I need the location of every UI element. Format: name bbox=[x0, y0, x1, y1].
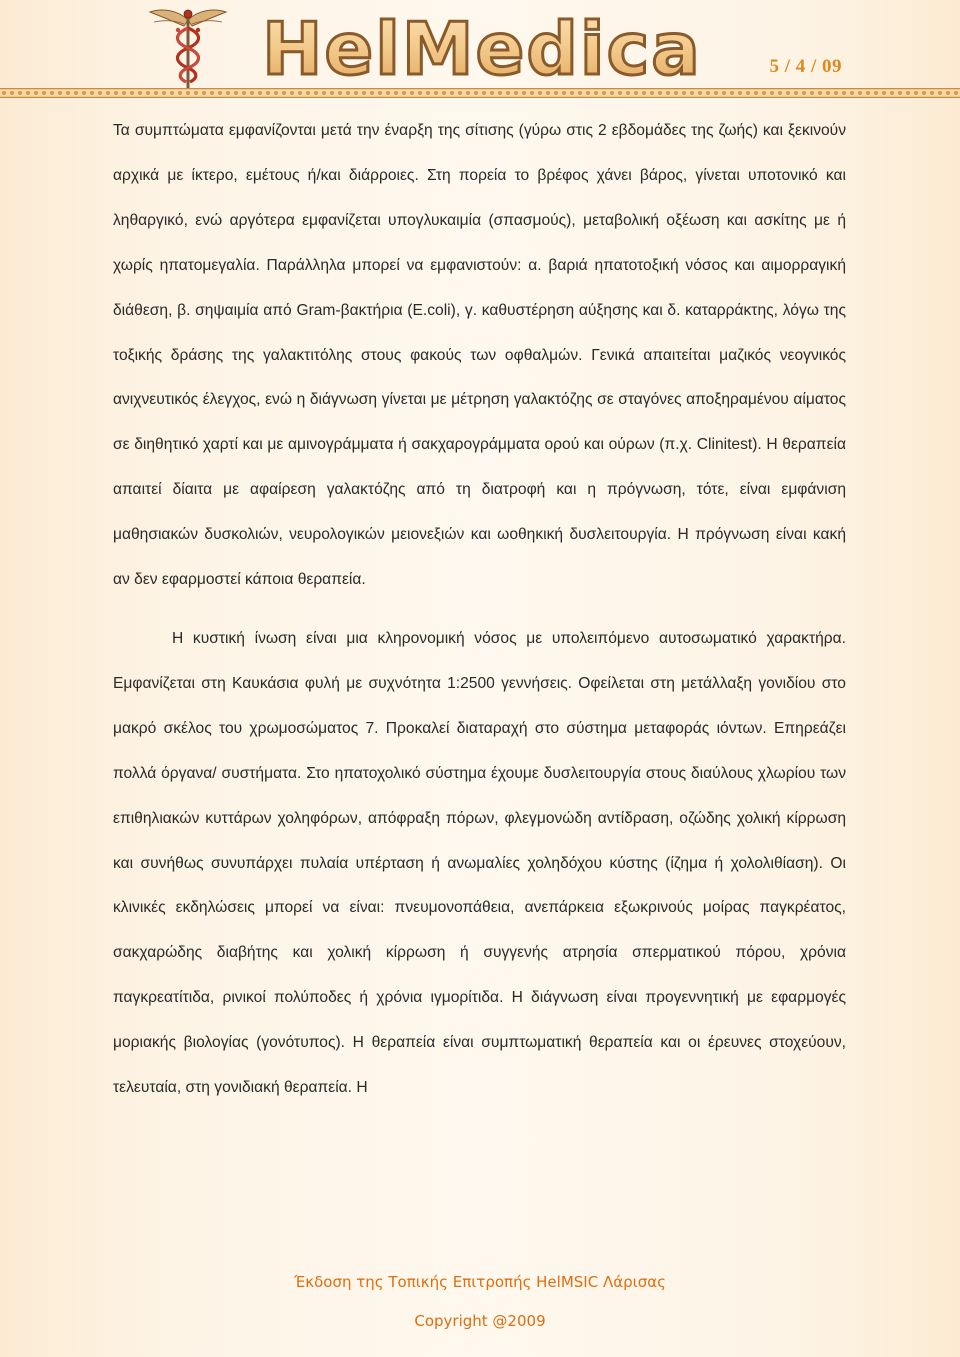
caduceus-logo-icon bbox=[148, 4, 228, 90]
issue-date: 5 / 4 / 09 bbox=[769, 56, 842, 77]
header-divider bbox=[0, 88, 960, 98]
footer-copyright: Copyright @2009 bbox=[414, 1312, 546, 1330]
helmedica-logo bbox=[262, 8, 702, 88]
footer-publisher: Έκδοση της Τοπικής Επιτροπής HelMSIC Λάρισας bbox=[294, 1273, 666, 1291]
logo-text: HelMedica bbox=[262, 8, 702, 88]
page-header bbox=[0, 0, 960, 96]
paragraph-cystic-fibrosis: Η κυστική ίνωση είναι μια κληρονομική νόσος με υπολειπόμενο αυτοσωματικό χαρακτήρα. Εμφανίζεται στη Καυκάσια φυλή με συχνότητα 1:2500 γεννήσεις. Οφείλεται στη μετάλλαξη γονιδίου στο μακρό σκέλος του χρωμοσώματος 7. Προκαλεί διαταραχή στο σύστημα μεταφοράς ιόντων. Επηρεάζει πολλά όργανα/ συστήματα. Στο ηπατοχολικό σύστημα έχουμε δυσλειτουργία στους διαύλους χλωρίου των επιθηλιακών κυττάρων χοληφόρων, απόφραξη πόρων, φλεγμονώδη αντίδραση, οζώδης χολική κίρρωση και συνήθως συνυπάρχει πυλαία υπέρταση ή ανωμαλίες χοληδόχου κύστης (ίζημα ή χολολιθίαση). Οι κλινικές εκδηλώσεις μπορεί να είναι: πνευμονοπάθεια, ανεπάρκεια εξωκρινούς μοίρας παγκρέατος, σακχαρώδης διαβήτης και χολική κίρρωση ή συγγενής ατρησία σπερματικού πόρου, χρόνια παγκρεατίτιδα, ρινικοί πολύποδες ή χρόνια ιγμορίτιδα. Η διάγνωση είναι προγεννητική με εφαρμογές μοριακής βιολογίας (γονότυπος). Η θεραπεία είναι συμπτωματική θεραπεία και οι έρευνες στοχεύουν, τελευταία, στη γονιδιακή θεραπεία. Η bbox=[113, 629, 846, 1097]
article-body bbox=[113, 109, 846, 1111]
paragraph-galactosemia: Τα συμπτώματα εμφανίζονται μετά την έναρξη της σίτισης (γύρω στις 2 εβδομάδες της ζωής) και ξεκινούν αρχικά με ίκτερο, εμέτους ή/και διάρροιες. Στη πορεία το βρέφος χάνει βάρος, γίνεται υποτονικό και ληθαργικό, ενώ αργότερα εμφανίζεται υπογλυκαιμία (σπασμούς), μεταβολική οξέωση και ασκίτης με ή χωρίς ηπατομεγαλία. Παράλληλα μπορεί να εμφανιστούν: α. βαριά ηπατοτοξική νόσος και αιμορραγική διάθεση, β. σηψαιμία από Gram-βακτήρια (E.coli), γ. καθυστέρηση αύξησης και δ. καταρράκτης, λόγω της τοξικής δράσης της γαλακτιτόλης στους φακούς των οφθαλμών. Γενικά απαιτείται μαζικός νεογνικός ανιχνευτικός έλεγχος, ενώ η διάγνωση γίνεται με μέτρηση γαλακτόζης σε σταγόνες αποξηραμένου αίματος σε διηθητικό χαρτί και με αμινογράμματα ή σακχαρογράμματα ορού και ούρων (π.χ. Clinitest). Η θεραπεία απαιτεί δίαιτα με αφαίρεση γαλακτόζης από τη διατροφή και η πρόγνωση, τότε, είναι εμφάνιση μαθησιακών δυσκολιών, νευρολογικών μειονεξιών και ωοθηκική δυσλειτουργία. Η πρόγνωση είναι κακή αν δεν εφαρμοστεί κάποια θεραπεία. bbox=[113, 122, 846, 589]
